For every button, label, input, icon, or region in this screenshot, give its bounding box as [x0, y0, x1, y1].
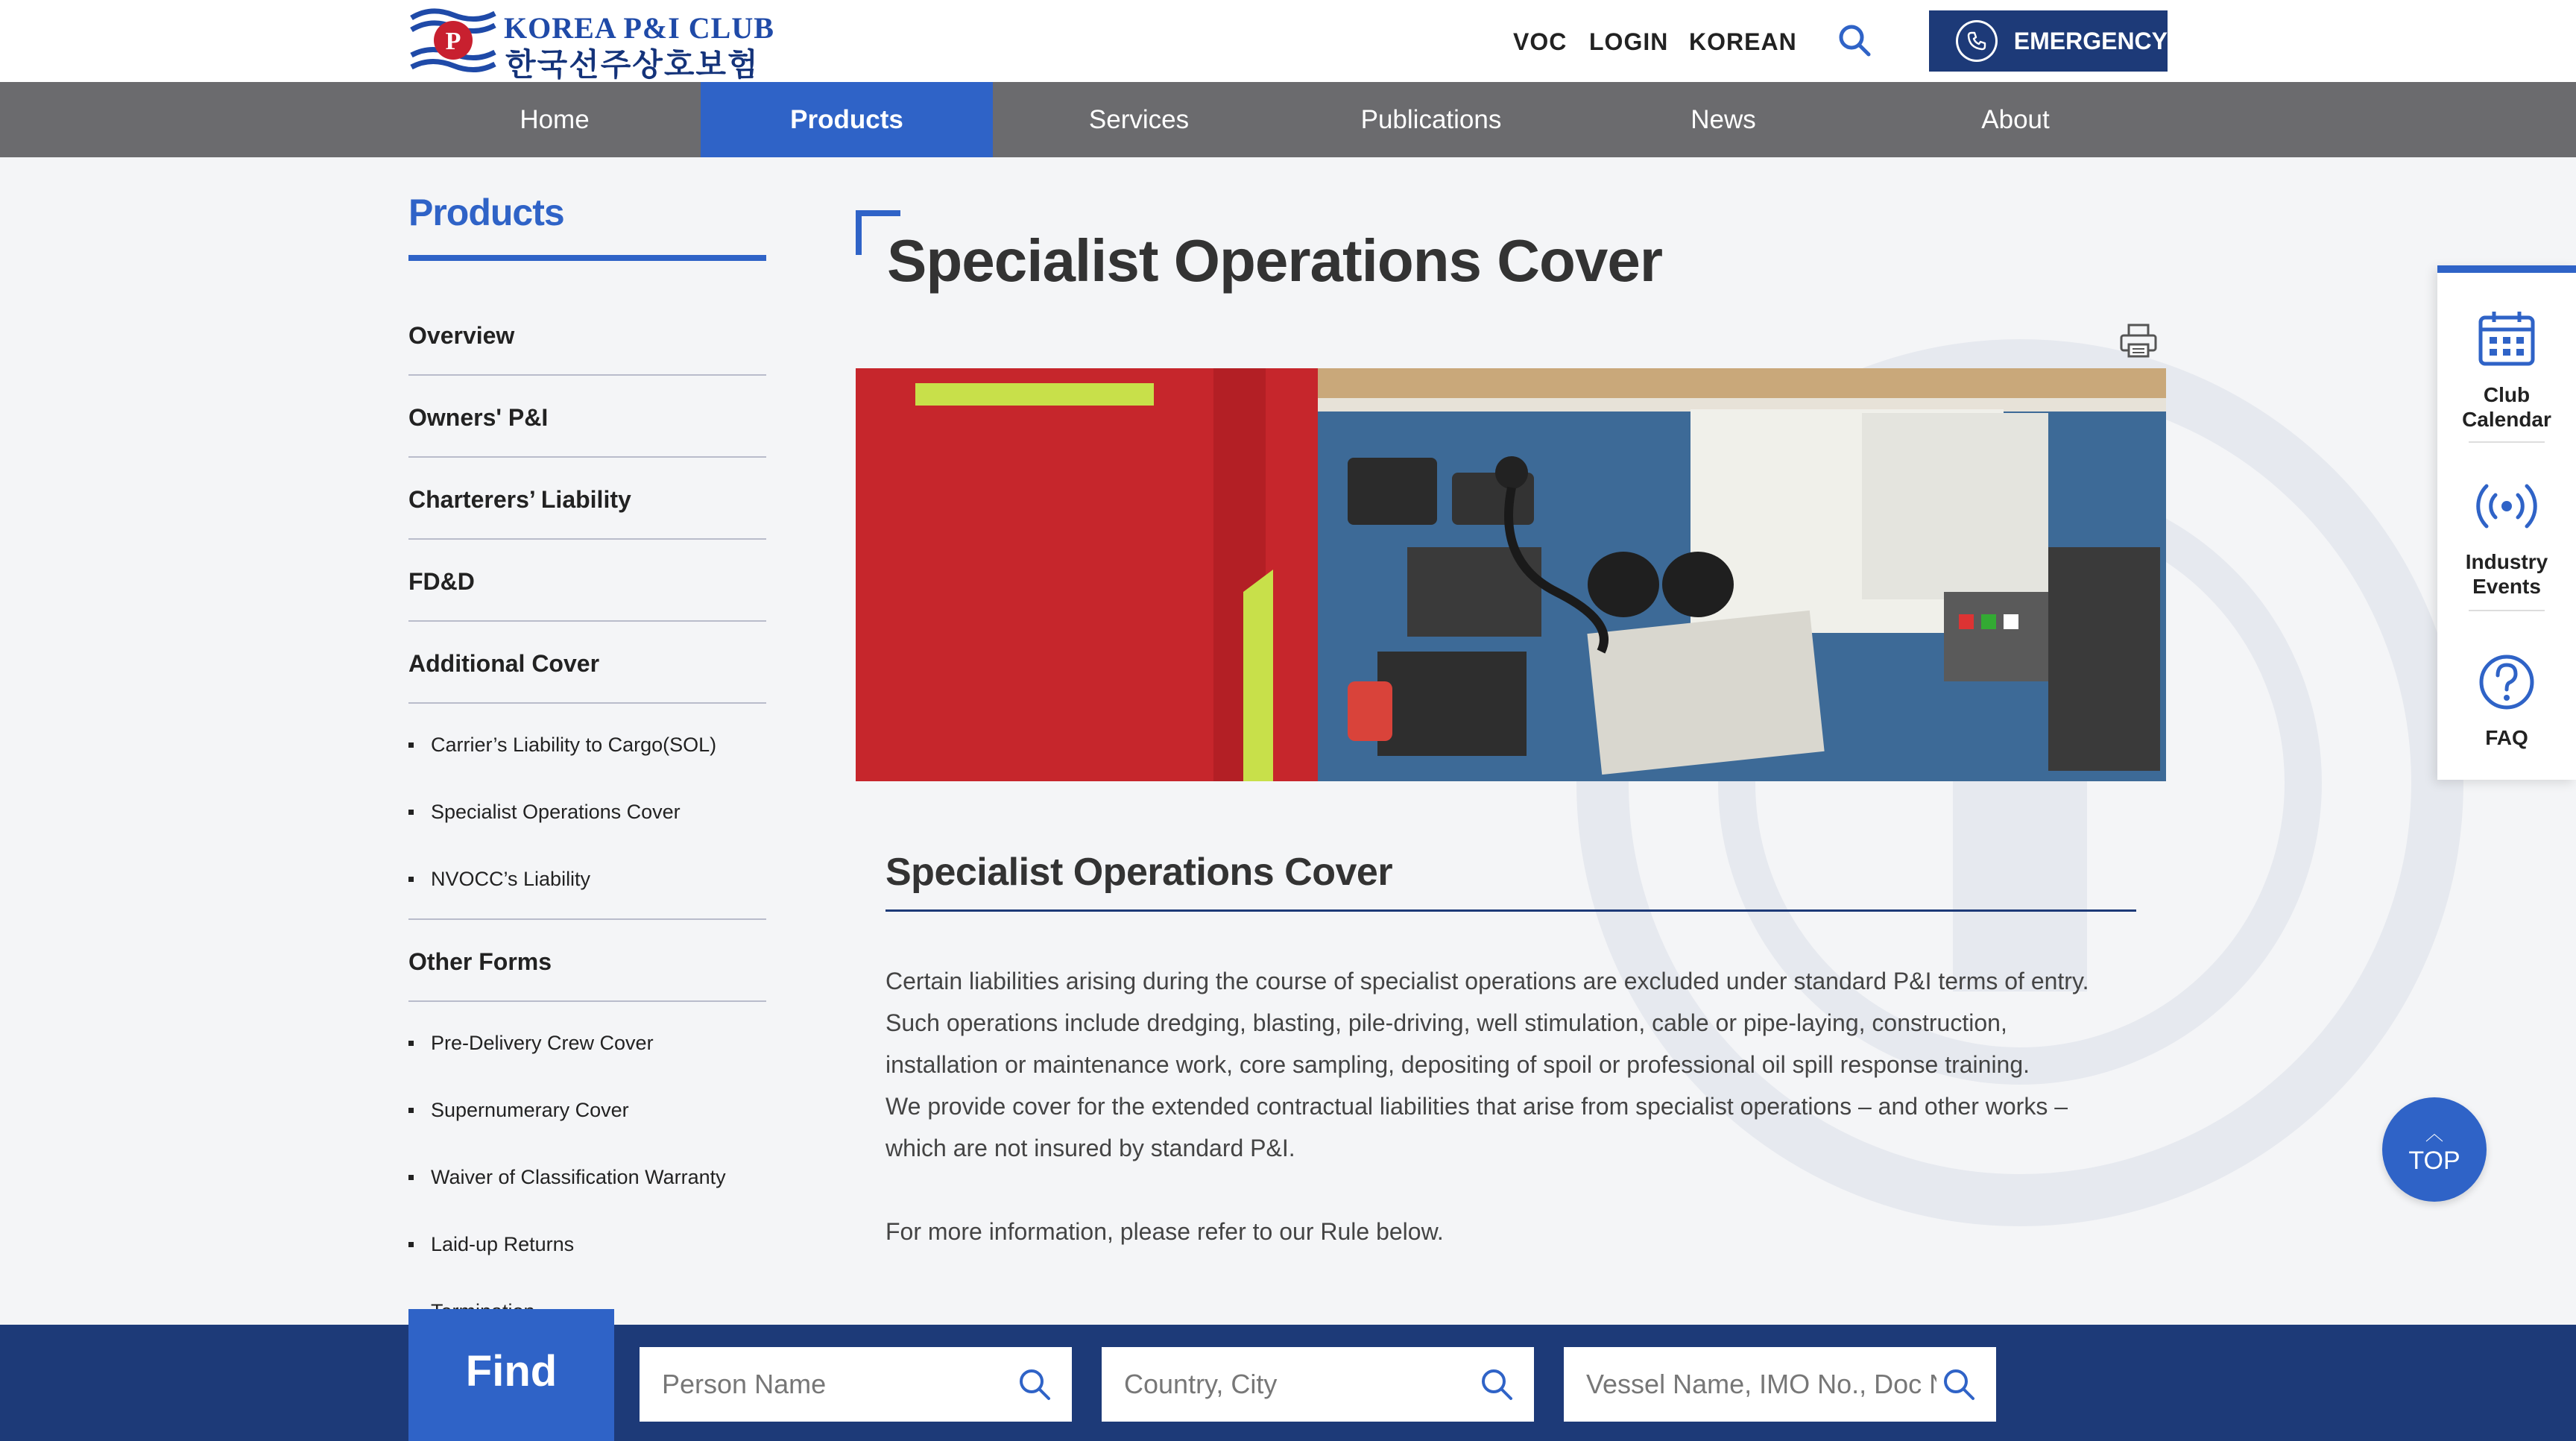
sidebar-item-other-forms[interactable]: Other Forms	[408, 948, 552, 975]
search-icon[interactable]	[1479, 1366, 1515, 1402]
print-icon[interactable]	[2118, 322, 2159, 359]
nav-services[interactable]: Services	[1088, 104, 1190, 134]
country-city-input[interactable]	[1102, 1347, 1474, 1422]
quick-industry-events-label: Industry Events	[2465, 550, 2548, 598]
quick-industry-events[interactable]	[2437, 473, 2576, 599]
more-info-text: For more information, please refer to our Rule below.	[886, 1218, 1444, 1245]
broadcast-icon	[2473, 473, 2540, 540]
nav-publications[interactable]: Publications	[1360, 104, 1502, 134]
sidebar-subitem-carriers-liability[interactable]: Carrier’s Liability to Cargo(SOL)	[408, 734, 716, 757]
login-link[interactable]: LOGIN	[1589, 28, 1669, 55]
nav-products[interactable]: Products	[701, 82, 993, 157]
sidebar-title: Products	[408, 192, 564, 233]
find-title: Find	[408, 1309, 614, 1441]
sidebar-subitem-waiver-classification[interactable]: Waiver of Classification Warranty	[408, 1166, 726, 1189]
sidebar-subitem-supernumerary[interactable]: Supernumerary Cover	[408, 1099, 629, 1122]
nav-news[interactable]: News	[1690, 104, 1756, 134]
club-logo-emblem-icon	[408, 3, 498, 78]
search-icon[interactable]	[1017, 1366, 1052, 1402]
quick-divider	[2469, 441, 2545, 443]
logo-korean-name: 한국선주상호보험	[505, 47, 760, 82]
phone-icon	[1956, 20, 1998, 62]
sidebar-divider	[408, 702, 766, 704]
sidebar-subitem-pre-delivery-crew[interactable]: Pre-Delivery Crew Cover	[408, 1032, 654, 1055]
voc-link[interactable]: VOC	[1513, 28, 1568, 55]
language-link[interactable]: KOREAN	[1689, 28, 1797, 55]
hero-image	[856, 368, 2166, 781]
sidebar-item-additional-cover[interactable]: Additional Cover	[408, 650, 600, 677]
body-paragraph: which are not insured by standard P&I.	[886, 1135, 1295, 1161]
sidebar-item-charterers-liability[interactable]: Charterers’ Liability	[408, 486, 631, 513]
sidebar-item-owners-pi[interactable]: Owners' P&I	[408, 404, 549, 431]
quick-divider	[2469, 610, 2545, 611]
emergency-button[interactable]	[1929, 10, 2168, 72]
calendar-icon	[2473, 306, 2540, 373]
top-header	[0, 0, 2576, 82]
vessel-input[interactable]	[1564, 1347, 1936, 1422]
main-navigation	[0, 82, 2576, 157]
sidebar-divider	[408, 456, 766, 458]
quick-menu-panel	[2437, 265, 2576, 780]
location-search-field	[1102, 1347, 1534, 1422]
sidebar-divider	[408, 538, 766, 540]
back-to-top-label: TOP	[2408, 1147, 2460, 1175]
sidebar-divider	[408, 374, 766, 376]
body-paragraph: We provide cover for the extended contractual liabilities that arise from specialist operations – and other works –	[886, 1093, 2068, 1120]
quick-faq-label: FAQ	[2485, 726, 2528, 749]
sidebar-item-overview[interactable]: Overview	[408, 322, 515, 349]
sidebar-divider	[408, 918, 766, 920]
club-logo[interactable]	[408, 3, 774, 82]
person-name-input[interactable]	[640, 1347, 1012, 1422]
back-to-top-button[interactable]	[2382, 1097, 2487, 1202]
nav-about[interactable]: About	[1981, 104, 2050, 134]
quick-faq[interactable]	[2437, 649, 2576, 750]
sidebar-subitem-laid-up-returns[interactable]: Laid-up Returns	[408, 1233, 574, 1256]
emergency-label: EMERGENCY	[2013, 27, 2168, 54]
sidebar-subitem-specialist-operations[interactable]: Specialist Operations Cover	[408, 801, 681, 824]
sidebar-divider	[408, 1000, 766, 1002]
logo-emblem-letter: P	[445, 28, 461, 55]
sidebar-title-underline	[408, 255, 766, 261]
logo-english-name: KOREA P&I CLUB	[504, 11, 774, 45]
person-search-field	[640, 1347, 1072, 1422]
sidebar-subitem-nvocc-liability[interactable]: NVOCC’s Liability	[408, 868, 590, 891]
nav-home[interactable]: Home	[520, 104, 590, 134]
body-paragraph: Such operations include dredging, blasting, pile-driving, well stimulation, cable or pipe-laying, construction,	[886, 1009, 2007, 1036]
body-paragraph: installation or maintenance work, core sampling, depositing of spoil or professional oil spill response training.	[886, 1051, 2030, 1078]
question-icon	[2473, 649, 2540, 716]
body-paragraph: Certain liabilities arising during the course of specialist operations are excluded under standard P&I terms of entry.	[886, 968, 2089, 994]
chevron-up-icon: ︿	[2425, 1124, 2443, 1144]
section-title-underline	[886, 909, 2136, 912]
page-title: Specialist Operations Cover	[887, 227, 1663, 294]
quick-club-calendar-label: Club Calendar	[2462, 383, 2551, 431]
bridge-console-illustration	[856, 368, 2166, 781]
sidebar-divider	[408, 620, 766, 622]
section-title: Specialist Operations Cover	[886, 851, 1393, 894]
vessel-search-field	[1564, 1347, 1996, 1422]
search-icon[interactable]	[1941, 1366, 1977, 1402]
quick-club-calendar[interactable]	[2437, 306, 2576, 432]
sidebar-item-fdd[interactable]: FD&D	[408, 568, 475, 595]
search-icon[interactable]	[1837, 22, 1872, 58]
